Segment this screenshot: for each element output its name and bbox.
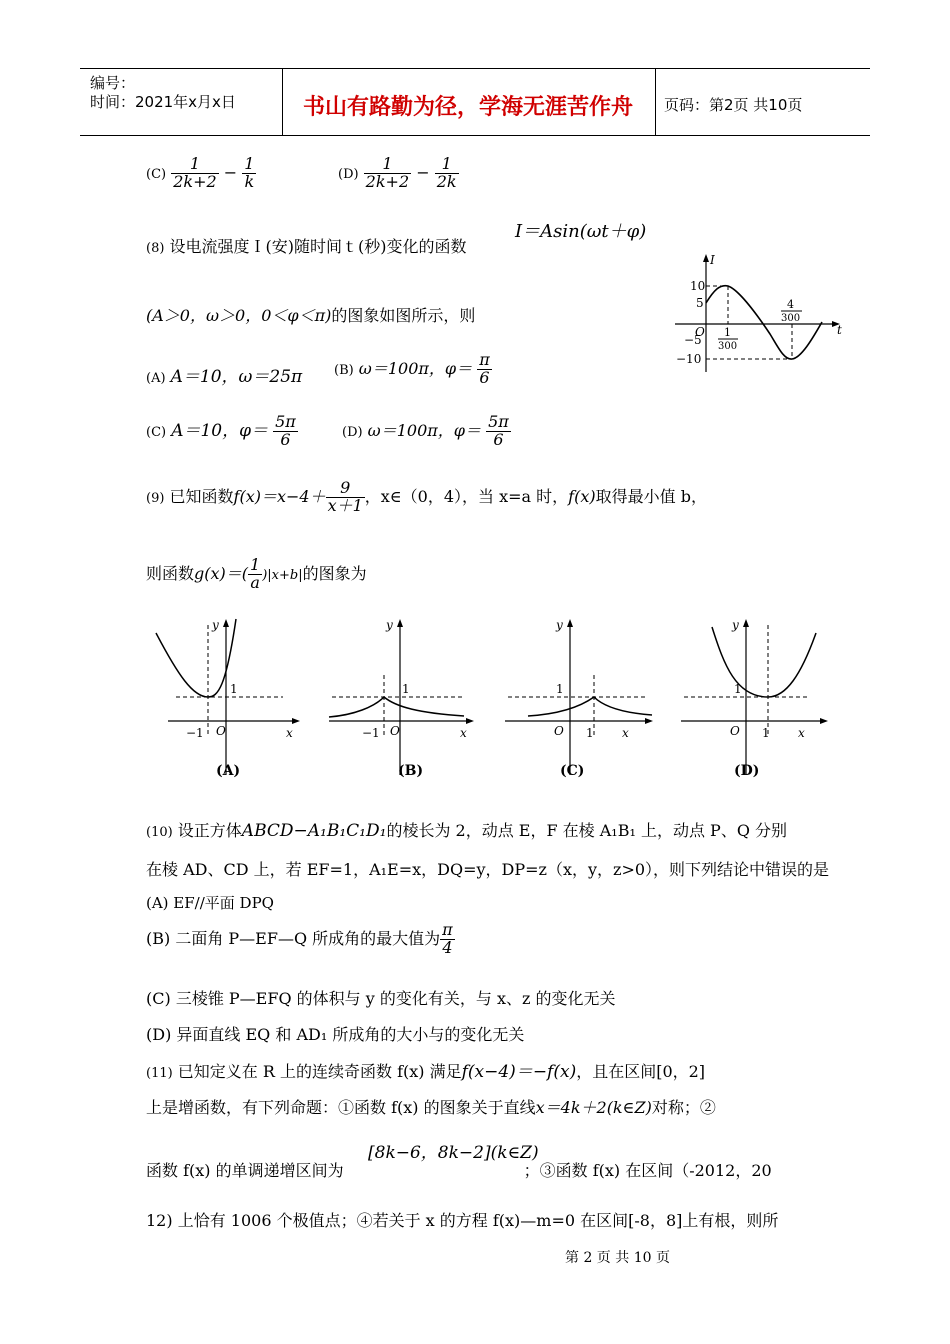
svg-text:−1: −1 bbox=[362, 726, 380, 740]
q9-graph-d bbox=[676, 615, 836, 790]
q8-option-c: (C) A＝10，φ＝ $\frac{5\pi}{6}$ bbox=[146, 412, 296, 449]
svg-text:(A): (A) bbox=[216, 763, 241, 779]
q7-option-d: (D) $\frac{1}{2k+2}$ − $\frac{1}{2k}$ bbox=[338, 154, 457, 191]
svg-text:(C): (C) bbox=[560, 763, 585, 779]
svg-text:1: 1 bbox=[586, 726, 594, 740]
q8-stem-line2: (A＞0，ω＞0，0＜φ＜π)的图象如图所示，则 bbox=[146, 306, 476, 325]
q8-sine-graph bbox=[670, 252, 845, 377]
q11-line1: (11) 已知定义在 R 上的连续奇函数 f(x) 满足f(x−4)＝−f(x)，且在区间[0，2] bbox=[146, 1062, 706, 1082]
svg-text:1: 1 bbox=[230, 682, 238, 696]
header-divider-left bbox=[282, 68, 283, 135]
q8-t-label: t bbox=[837, 323, 842, 337]
q10-option-d: (D) 异面直线 EQ 和 AD₁ 所成角的大小与的变化无关 bbox=[146, 1025, 525, 1044]
header-bottom-rule bbox=[80, 135, 870, 136]
page-footer: 第 2 页 共 10 页 bbox=[565, 1250, 670, 1266]
q10-option-c: (C) 三棱锥 P—EFQ 的体积与 y 的变化有关，与 x、z 的变化无关 bbox=[146, 989, 616, 1008]
serial-label: 编号： bbox=[90, 74, 136, 92]
svg-text:1: 1 bbox=[402, 682, 410, 696]
header-divider-right bbox=[655, 68, 656, 135]
q10-stem-line2: 在棱 AD、CD 上，若 EF=1，A₁E=x，DQ=y，DP=z（x，y，z>0），则下列结论中错误的是 bbox=[146, 860, 830, 879]
q8-i-label: I bbox=[710, 253, 715, 267]
q8-x1-den: 300 bbox=[718, 341, 738, 352]
q11-line3: 函数 f(x) 的单调递增区间为 ；③函数 f(x) 在区间（-2012，20 bbox=[146, 1161, 772, 1180]
q10-option-a: (A) EF//平面 DPQ bbox=[146, 894, 274, 912]
svg-text:(B): (B) bbox=[398, 763, 424, 779]
svg-text:1: 1 bbox=[734, 682, 742, 696]
q8-origin: O bbox=[695, 325, 705, 339]
q7-option-c: (C) $\frac{1}{2k+2}$ − $\frac{1}{k}$ bbox=[146, 154, 255, 191]
svg-text:−1: −1 bbox=[186, 726, 204, 740]
q10-stem-line1: (10) 设正方体ABCD−A₁B₁C₁D₁的棱长为 2，动点 E，F 在棱 A₁B₁ 上，动点 P、Q 分别 bbox=[146, 821, 788, 841]
svg-text:O: O bbox=[730, 724, 740, 738]
svg-text:O: O bbox=[216, 724, 226, 738]
q9-graph-a bbox=[148, 615, 308, 790]
q9-graph-b bbox=[324, 615, 484, 790]
svg-text:y: y bbox=[212, 618, 219, 632]
svg-text:1: 1 bbox=[556, 682, 564, 696]
q8-y10: 10 bbox=[690, 279, 706, 293]
date-label: 时间：2021年x月x日 bbox=[90, 93, 236, 111]
q10-option-b: (B) 二面角 P—EF—Q 所成角的最大值为 $\frac{\pi}{4}$ bbox=[146, 920, 453, 957]
q8-ym10: −10 bbox=[676, 352, 702, 366]
q8-option-d: (D) ω＝100π，φ＝ $\frac{5\pi}{6}$ bbox=[342, 412, 509, 449]
q8-stem-line1: (8) 设电流强度Ｉ(安)随时间ｔ(秒)变化的函数 bbox=[146, 237, 467, 256]
svg-text:O: O bbox=[554, 724, 564, 738]
header-motto: 书山有路勤为径，学海无涯苦作舟 bbox=[303, 95, 634, 120]
svg-text:y: y bbox=[556, 618, 563, 632]
q8-x1-num: 1 bbox=[724, 326, 731, 339]
q8-ym5: −5 bbox=[684, 333, 702, 347]
svg-text:x: x bbox=[798, 726, 805, 740]
svg-text:x: x bbox=[286, 726, 293, 740]
q9-graph-c bbox=[500, 615, 660, 790]
page-label: 页码：第2页 共10页 bbox=[664, 96, 803, 114]
svg-text:y: y bbox=[386, 618, 393, 632]
svg-text:1: 1 bbox=[762, 726, 770, 740]
svg-text:x: x bbox=[460, 726, 467, 740]
svg-text:(D): (D) bbox=[734, 763, 760, 779]
q8-x4-den: 300 bbox=[781, 313, 801, 324]
svg-text:x: x bbox=[622, 726, 629, 740]
q8-option-a: (A) A＝10，ω＝25π bbox=[146, 367, 303, 387]
q8-y5: 5 bbox=[696, 296, 704, 310]
q11-line2: 上是增函数，有下列命题：①函数 f(x) 的图象关于直线x＝4k＋2(k∈Z)对称；② bbox=[146, 1098, 716, 1117]
q8-option-b: (B) ω＝100π，φ＝ $\frac{\pi}{6}$ bbox=[334, 350, 490, 387]
q9-stem-line2: 则函数g(x)＝( $\frac{1}{a}$ )|x+b|的图象为 bbox=[146, 555, 367, 592]
header-top-rule bbox=[80, 68, 870, 69]
svg-text:y: y bbox=[732, 618, 739, 632]
q11-interval-formula: [8k−6，8k−2](k∈Z) bbox=[368, 1143, 539, 1163]
q9-stem-line1: (9) 已知函数f(x)＝x−4＋ $\frac{9}{x+1}$ ，x∈（0，4），当 x=a 时，f(x)取得最小值 b， bbox=[146, 478, 707, 515]
q11-line4: 12) 上恰有 1006 个极值点；④若关于 x 的方程 f(x)—m=0 在区间[-8，8]上有根，则所 bbox=[146, 1211, 779, 1230]
q8-x4-num: 4 bbox=[787, 298, 794, 311]
svg-text:O: O bbox=[390, 724, 400, 738]
q8-formula: I＝Asin(ωt＋φ) bbox=[515, 221, 647, 242]
